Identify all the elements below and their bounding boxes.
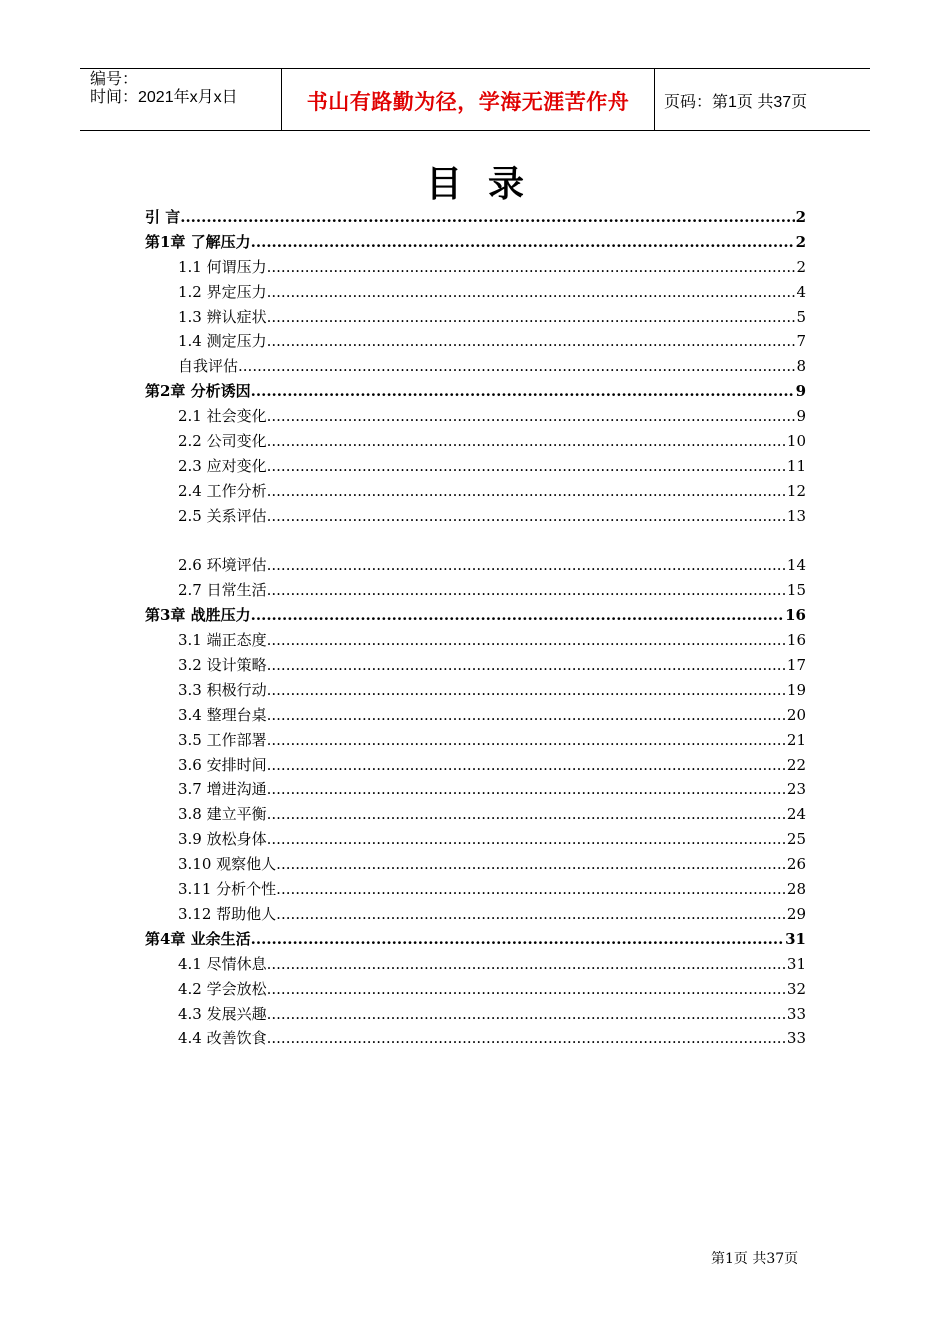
toc-section-entry[interactable] (145, 404, 806, 429)
toc-page-number: 16 (785, 606, 806, 625)
toc-section-entry[interactable] (145, 802, 806, 827)
toc-section-entry[interactable] (145, 628, 806, 653)
toc-section-entry[interactable] (145, 952, 806, 977)
toc-dot-leader (267, 305, 796, 330)
toc-section-entry[interactable] (145, 653, 806, 678)
toc-entry-label: 3.8 建立平衡 (178, 805, 267, 824)
toc-dot-leader (267, 479, 786, 504)
toc-page-number: 32 (786, 979, 806, 998)
toc-dot-leader (267, 578, 786, 603)
toc-chapter-entry[interactable] (145, 603, 806, 628)
toc-page-number: 2 (796, 257, 806, 276)
toc-page-number: 13 (786, 506, 806, 525)
toc-dot-leader (251, 927, 784, 952)
toc-page-number: 24 (786, 805, 806, 824)
toc-page-number: 20 (786, 705, 806, 724)
toc-dot-leader (267, 280, 796, 305)
toc-entry-label: 1.4 测定压力 (178, 332, 267, 351)
header-page-info: 页码：第1页 共37页 (664, 94, 808, 111)
toc-dot-leader (267, 1002, 786, 1027)
toc-page-number: 25 (786, 830, 806, 849)
page-title: 目录 (425, 164, 550, 205)
toc-entry-label: 3.3 积极行动 (178, 680, 267, 699)
toc-page-number: 26 (786, 855, 806, 874)
toc-dot-leader (267, 553, 786, 578)
toc-entry-label: 2.4 工作分析 (178, 481, 267, 500)
time-label: 时间：2021年x月x日 (90, 89, 238, 106)
toc-dot-leader (251, 230, 795, 255)
toc-dot-leader (267, 703, 786, 728)
toc-dot-leader (276, 902, 786, 927)
toc-page-number: 11 (786, 456, 806, 475)
toc-entry-label: 第1章 了解压力 (145, 232, 251, 251)
toc-section-entry[interactable] (145, 1002, 806, 1027)
toc-page-number: 31 (786, 954, 806, 973)
toc-entry-label: 3.4 整理台桌 (178, 705, 267, 724)
toc-section-entry[interactable] (145, 504, 806, 529)
toc-entry-label: 3.6 安排时间 (178, 755, 267, 774)
toc-dot-leader (251, 603, 784, 628)
toc-page-number: 23 (786, 780, 806, 799)
toc-page-number: 7 (796, 332, 806, 351)
toc-section-entry[interactable] (145, 777, 806, 802)
serial-label: 编号： (90, 71, 139, 88)
toc-page-number: 9 (795, 382, 806, 401)
toc-section-entry[interactable] (145, 454, 806, 479)
toc-entry-label: 1.1 何谓压力 (178, 257, 267, 276)
toc-dot-leader (180, 205, 794, 230)
toc-section-entry[interactable] (145, 827, 806, 852)
toc-entry-label: 3.9 放松身体 (178, 830, 267, 849)
toc-dot-leader (267, 329, 796, 354)
toc-dot-leader (267, 777, 786, 802)
toc-dot-leader (267, 404, 796, 429)
toc-entry-label: 自我评估 (178, 357, 239, 376)
toc-entry-label: 4.4 改善饮食 (178, 1029, 267, 1048)
toc-page-number: 9 (796, 407, 806, 426)
toc-entry-label: 2.2 公司变化 (178, 432, 267, 451)
toc-entry-label: 第4章 业余生活 (145, 929, 251, 948)
toc-page-number: 2 (795, 208, 806, 226)
toc-dot-leader (267, 454, 786, 479)
toc-dot-leader (276, 877, 786, 902)
toc-entry-label: 4.1 尽情休息 (178, 954, 267, 973)
toc-page-number: 8 (796, 357, 806, 376)
toc-page-number: 4 (796, 282, 806, 301)
toc-section-entry[interactable] (145, 255, 806, 280)
toc-dot-leader (267, 977, 786, 1002)
toc-entry-label: 4.2 学会放松 (178, 979, 267, 998)
toc-dot-leader (267, 753, 786, 778)
toc-chapter-entry[interactable] (145, 205, 806, 230)
toc-section-entry[interactable] (145, 877, 806, 902)
toc-section-entry[interactable] (145, 354, 806, 379)
toc-entry-label: 2.5 关系评估 (178, 506, 267, 525)
toc-dot-leader (267, 628, 786, 653)
toc-chapter-entry[interactable] (145, 379, 806, 404)
toc-entry-label: 第3章 战胜压力 (145, 606, 251, 625)
toc-section-entry[interactable] (145, 578, 806, 603)
toc-entry-label: 2.7 日常生活 (178, 581, 267, 600)
toc-dot-leader (267, 429, 786, 454)
toc-page-number: 15 (786, 581, 806, 600)
toc-section-entry[interactable] (145, 902, 806, 927)
toc-page-number: 33 (786, 1004, 806, 1023)
page-header (80, 68, 870, 131)
toc-section-entry[interactable] (145, 703, 806, 728)
toc-entry-label: 3.5 工作部署 (178, 730, 267, 749)
toc-dot-leader (267, 1026, 786, 1051)
toc-page-number: 2 (795, 232, 806, 251)
toc-page-number: 29 (786, 904, 806, 923)
toc-section-entry[interactable] (145, 753, 806, 778)
toc-dot-leader (251, 379, 795, 404)
toc-chapter-entry[interactable] (145, 927, 806, 952)
toc-section-entry[interactable] (145, 728, 806, 753)
header-meta (90, 71, 280, 107)
toc-page-number: 17 (786, 656, 806, 675)
toc-section-entry[interactable] (145, 852, 806, 877)
header-divider (654, 69, 655, 130)
toc-dot-leader (267, 504, 786, 529)
toc-page-number: 21 (786, 730, 806, 749)
toc-page-number: 10 (786, 432, 806, 451)
toc-section-entry[interactable] (145, 479, 806, 504)
toc-entry-label: 1.2 界定压力 (178, 282, 267, 301)
toc-entry-label: 第2章 分析诱因 (145, 382, 251, 401)
toc-page-number: 12 (786, 481, 806, 500)
toc-entry-label: 2.6 环境评估 (178, 556, 267, 575)
toc-entry-label: 2.3 应对变化 (178, 456, 267, 475)
toc-dot-leader (267, 827, 786, 852)
toc-entry-label: 3.2 设计策略 (178, 656, 267, 675)
toc-section-entry[interactable] (145, 1026, 806, 1051)
toc-dot-leader (267, 255, 796, 280)
toc-entry-label: 3.7 增进沟通 (178, 780, 267, 799)
toc-entry-label: 3.10 观察他人 (178, 855, 277, 874)
toc-page-number: 14 (786, 556, 806, 575)
toc-entry-label: 2.1 社会变化 (178, 407, 267, 426)
toc-section-entry[interactable] (145, 329, 806, 354)
toc-section-entry[interactable] (145, 305, 806, 330)
toc-page-number: 22 (786, 755, 806, 774)
toc-entry-label: 3.11 分析个性 (178, 880, 277, 899)
toc-spacer (145, 529, 806, 554)
toc-dot-leader (238, 354, 795, 379)
toc-dot-leader (267, 678, 786, 703)
toc-entry-label: 1.3 辨认症状 (178, 307, 267, 326)
toc-dot-leader (267, 653, 786, 678)
toc-dot-leader (276, 852, 786, 877)
toc-entry-label: 3.1 端正态度 (178, 631, 267, 650)
toc-section-entry[interactable] (145, 678, 806, 703)
toc-page-number: 31 (785, 929, 806, 948)
toc-dot-leader (267, 802, 786, 827)
toc-page-number: 28 (786, 880, 806, 899)
table-of-contents (145, 205, 806, 1051)
toc-page-number: 16 (786, 631, 806, 650)
toc-entry-label: 引 言 (145, 208, 181, 226)
toc-section-entry[interactable] (145, 553, 806, 578)
toc-section-entry[interactable] (145, 429, 806, 454)
toc-chapter-entry[interactable] (145, 230, 806, 255)
toc-dot-leader (267, 952, 786, 977)
toc-entry-label: 4.3 发展兴趣 (178, 1004, 267, 1023)
toc-page-number: 5 (796, 307, 806, 326)
toc-page-number: 19 (786, 680, 806, 699)
page-footer: 第1页 共37页 (711, 1251, 799, 1267)
toc-entry-label: 3.12 帮助他人 (178, 904, 277, 923)
toc-section-entry[interactable] (145, 977, 806, 1002)
toc-section-entry[interactable] (145, 280, 806, 305)
header-motto: 书山有路勤为径，学海无涯苦作舟 (306, 90, 630, 114)
toc-page-number: 33 (786, 1029, 806, 1048)
toc-dot-leader (267, 728, 786, 753)
